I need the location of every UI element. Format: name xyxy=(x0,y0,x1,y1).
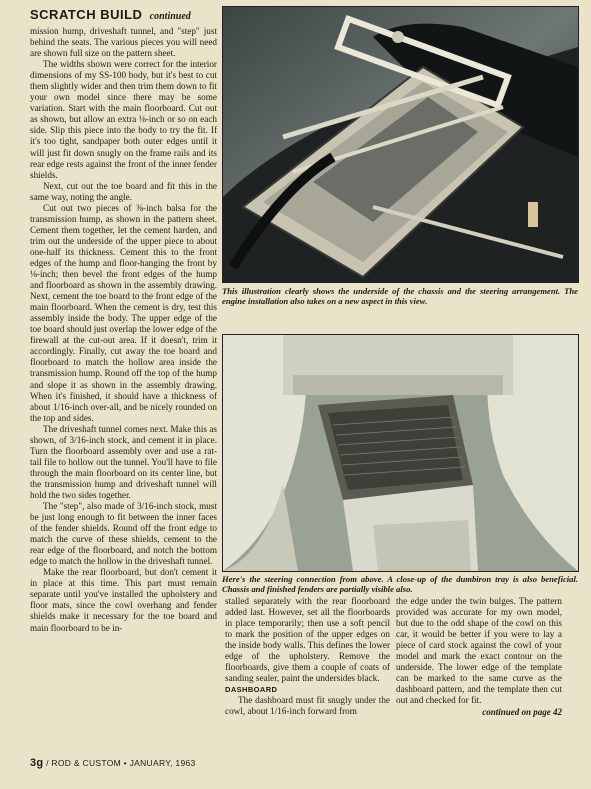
magazine-credit: / ROD & CUSTOM • JANUARY, 1963 xyxy=(46,758,196,768)
paragraph: The widths shown were correct for the interior dimensions of my SS-100 body, but it's best to cut them slightly wider and then trim them down to fit your own model since there may be some variation. Start with the main floorboard. Cut out as shown, but allow an extra ⅛-inch or so on each side. Slip this piece into the body to try the fit. If it's too tight, sandpaper both outer edges until it will just fit down snugly on the frame rails and its rear edge rests against the front of the inner fender shields. xyxy=(30,59,217,180)
chassis-underside-photo xyxy=(222,6,579,283)
section-title: SCRATCH BUILD xyxy=(30,7,143,22)
paragraph: Next, cut out the toe board and fit this in the same way, noting the angle. xyxy=(30,180,217,202)
continued-notice: continued on page 42 xyxy=(482,707,562,718)
article-column-1 xyxy=(30,26,217,744)
paragraph: The "step", also made of 3/16-inch stock, must be just long enough to fit between the inner faces of the fender shields. Round off the front edge to match the curve of these shields, cement to the rear edge of the floorboard, and notch the bottom edge to match the hollow in the driveshaft tunnel. xyxy=(30,501,217,567)
photo-caption: Here's the steering connection from above. A close-up of the dumbiron tray is also beneficial. Chassis and finished fenders are partially visible also. xyxy=(222,574,578,594)
section-subhead: DASHBOARD xyxy=(225,685,278,695)
paragraph: Make the rear floorboard, but don't cement it in place at this time. This part must remain separate until you've installed the upholstery and floor mats, since the cowl overhang and fender shields make it necessary for the toe board and main floorboard to be in- xyxy=(30,567,217,633)
steering-connection-photo xyxy=(222,334,579,572)
page-number: 3g xyxy=(30,757,44,769)
article-column-3 xyxy=(396,596,562,754)
paragraph: The dashboard must fit snugly under the cowl, about 1/16-inch forward from xyxy=(225,695,390,717)
section-subtitle: continued xyxy=(149,11,191,22)
paragraph: Cut out two pieces of ⅜-inch balsa for the transmission hump, as shown in the pattern sheet. Cement them together, let the cement harden, and trim out the underside of the upper piece to about one-half its thickness. Cement this to the front edges of the hump and floor-hanging the front by ⅛-inch; then bevel the front edges of the hump and floorboard as shown in the assembly drawing. Next, cement the toe board to the front edge of the main floorboard. When the cement is dry, test this assembly inside the body. The upper edge of the toe board should just overlap the lower edge of the firewall at the cut-out area. If it doesn't, trim it accordingly. Finally, cut away the toe board and floorboard to match the hollow area inside the transmission hump. Round off the top of the hump and slope it as shown in the assembly drawing. When it's finished, it should have a thickness of about 1/16-inch over-all, and be nicely rounded on the top and sides. xyxy=(30,202,217,423)
page-header xyxy=(30,7,191,23)
paragraph: mission hump, driveshaft tunnel, and "step" just behind the seats. The various pieces you will need are shown full size on the pattern sheet. xyxy=(30,26,217,59)
paragraph: The driveshaft tunnel comes next. Make this as shown, of 3/16-inch stock, and cement it in place. Turn the floorboard assembly over and use a rat-tail file to hollow out the tunnel. You'll have to file through the main floorboard on its center line, but the transmission hump and driveshaft tunnel will hold the two sides together. xyxy=(30,423,217,500)
paragraph: the edge under the twin bulges. The pattern provided was accurate for my own model, but due to the odd shape of the cowl on this car, it would be better if you were to lay a piece of card stock against the cowl of your model and mark the exact contour on the underside. The lower edge of the template can be marked to the same curve as the dashboard pattern, and the template then cut out and checked for fit. xyxy=(396,596,562,706)
paragraph: stalled separately with the rear floorboard added last. However, set all the floorboards in place temporarily; then use a soft pencil to mark the position of the upper edges on the inside body walls. This defines the lower edge of the upholstery. Remove the floorboards, give them a couple of coats of sanding sealer, paint the undersides black. xyxy=(225,596,390,684)
page-footer xyxy=(30,757,196,769)
photo-caption: This illustration clearly shows the underside of the chassis and the steering arrangement. The engine installation also takes on a new aspect in this view. xyxy=(222,286,578,306)
article-column-2 xyxy=(225,596,390,754)
